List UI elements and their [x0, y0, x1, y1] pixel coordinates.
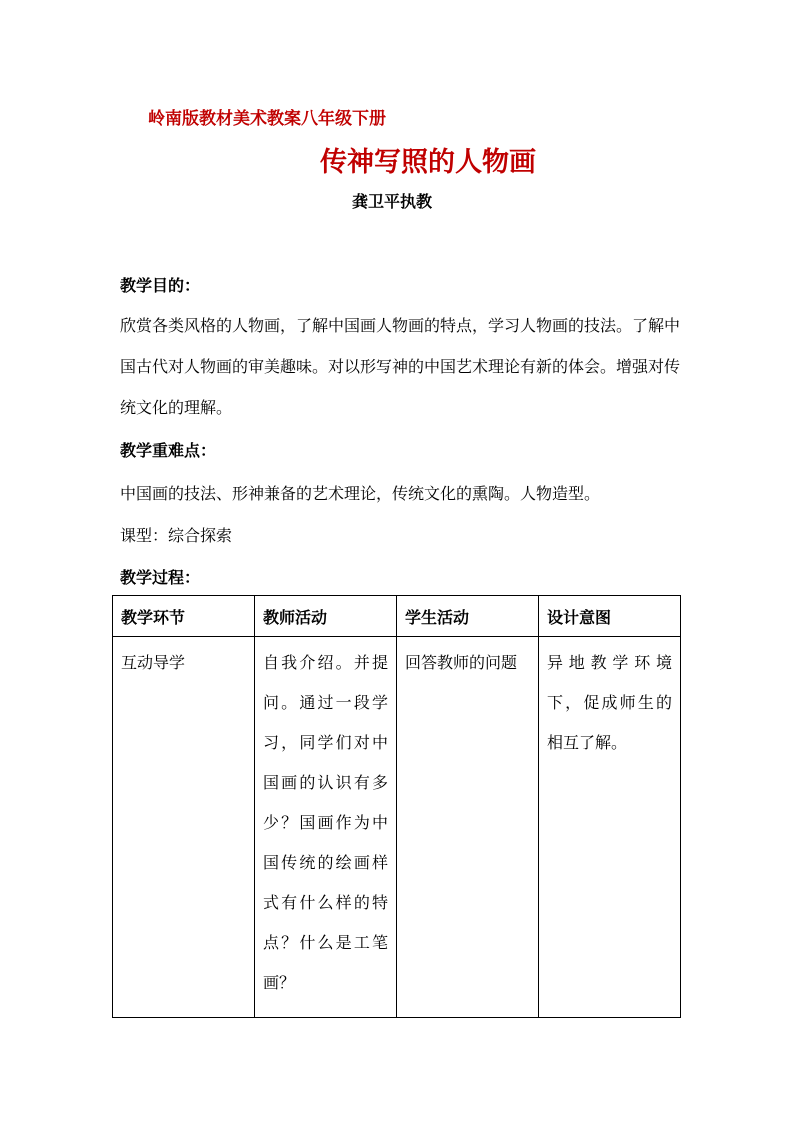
table-header-row	[113, 596, 681, 637]
cell-intent-text: 异地教学环境下，促成师生的相互了解。	[547, 653, 672, 752]
process-heading: 教学过程：	[120, 568, 201, 587]
document-title: 传神写照的人物画	[320, 147, 536, 178]
cell-student-text: 回答教师的问题	[405, 653, 518, 672]
header-teacher-activity: 教师活动	[255, 596, 397, 637]
header-design-intent: 设计意图	[539, 596, 681, 637]
keypoints-text: 中国画的技法、形神兼备的艺术理论，传统文化的熏陶。人物造型。	[120, 484, 601, 503]
document-series: 岭南版教材美术教案八年级下册	[148, 109, 386, 129]
objective-heading: 教学目的：	[120, 276, 201, 295]
lesson-type: 课型：综合探索	[120, 526, 233, 545]
header-student-activity: 学生活动	[397, 596, 539, 637]
objective-text: 欣赏各类风格的人物画，了解中国画人物画的特点，学习人物画的技法。了解中国古代对人物画的审美趣味。对以形写神的中国艺术理论有新的体会。增强对传统文化的理解。	[120, 316, 681, 417]
cell-design-intent	[539, 637, 681, 1018]
cell-teacher-text: 自我介绍。并提问。通过一段学习，同学们对中国画的认识有多少？国画作为中国传统的绘画样式有什么样的特点？什么是工笔画？	[263, 653, 388, 992]
teaching-process-table	[112, 595, 681, 1018]
table-row	[113, 637, 681, 1018]
document-author: 龚卫平执教	[352, 192, 433, 211]
keypoints-heading: 教学重难点：	[120, 441, 217, 460]
cell-stage-text: 互动导学	[121, 653, 186, 672]
cell-teacher-activity	[255, 637, 397, 1018]
cell-stage	[113, 637, 255, 1018]
header-stage: 教学环节	[113, 596, 255, 637]
cell-student-activity	[397, 637, 539, 1018]
